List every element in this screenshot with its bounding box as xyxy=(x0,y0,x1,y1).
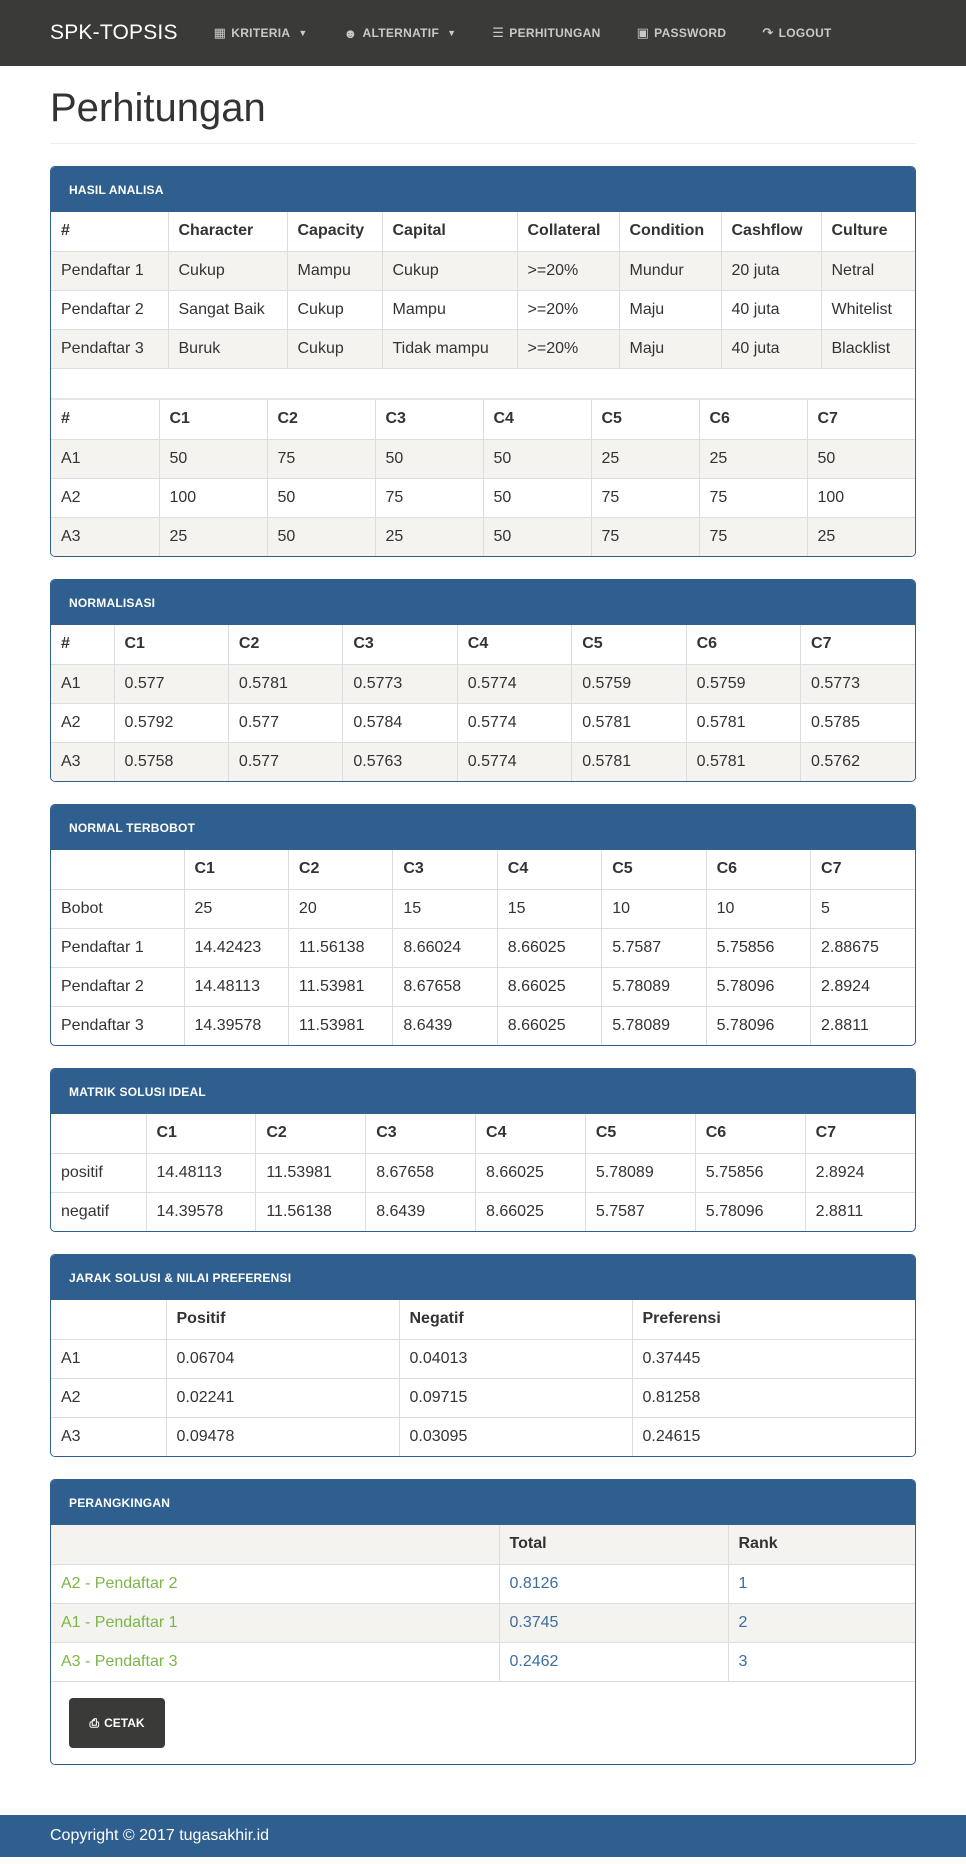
table-cell: Bobot xyxy=(51,889,184,928)
column-header: C4 xyxy=(483,400,591,439)
table-spacer xyxy=(51,368,915,400)
table-cell: Whitelist xyxy=(821,290,916,329)
table-cell: 2.8811 xyxy=(811,1006,915,1045)
table-row xyxy=(51,967,915,1006)
table-cell: 0.5759 xyxy=(572,664,686,703)
table-cell: 0.5758 xyxy=(114,742,228,781)
table-cell: 8.66025 xyxy=(497,928,601,967)
brand-link[interactable]: SPK-TOPSIS xyxy=(50,21,178,44)
table-row xyxy=(51,742,915,781)
table-cell: 0.5762 xyxy=(801,742,915,781)
table-cell: 0.577 xyxy=(228,742,342,781)
column-header: C5 xyxy=(572,625,686,664)
column-header: Negatif xyxy=(399,1300,632,1339)
column-header: C4 xyxy=(476,1114,586,1153)
table-cell: >=20% xyxy=(517,251,619,290)
table-cell: 2.88675 xyxy=(811,928,915,967)
table-cell: 50 xyxy=(267,478,375,517)
table-cell: Netral xyxy=(821,251,916,290)
normal-terbobot-table xyxy=(51,850,915,1045)
table-cell: 20 juta xyxy=(721,251,821,290)
table-cell: 50 xyxy=(159,439,267,478)
panel-normal-terbobot xyxy=(50,804,916,1046)
column-header: Capital xyxy=(382,212,517,251)
column-header: C5 xyxy=(602,850,706,889)
hasil-analisa-table xyxy=(51,212,916,368)
nav-logout-label: LOGOUT xyxy=(778,26,832,40)
table-row xyxy=(51,1339,915,1378)
table-cell: 14.42423 xyxy=(184,928,288,967)
column-header: C7 xyxy=(807,400,915,439)
column-header: Character xyxy=(168,212,287,251)
table-cell: 2.8924 xyxy=(805,1153,915,1192)
column-header: Capacity xyxy=(287,212,382,251)
matrik-solusi-ideal-table xyxy=(51,1114,915,1231)
table-cell: Maju xyxy=(619,329,721,368)
table-cell: 11.53981 xyxy=(288,967,392,1006)
table-header-row xyxy=(51,1300,915,1339)
column-header: Collateral xyxy=(517,212,619,251)
column-header: C2 xyxy=(256,1114,366,1153)
column-header xyxy=(51,1300,166,1339)
table-cell: Cukup xyxy=(168,251,287,290)
panel-perangkingan xyxy=(50,1479,916,1765)
column-header: C6 xyxy=(706,850,810,889)
column-header: Cashflow xyxy=(721,212,821,251)
table-cell: 10 xyxy=(706,889,810,928)
logout-icon: ↷ xyxy=(762,25,774,40)
nav-kriteria-label: KRITERIA xyxy=(231,26,291,40)
table-row xyxy=(51,1603,915,1642)
table-row xyxy=(51,1153,915,1192)
table-cell: 5.78089 xyxy=(602,967,706,1006)
table-cell: 0.5781 xyxy=(686,703,800,742)
column-header: Culture xyxy=(821,212,916,251)
panel-heading: PERANGKINGAN xyxy=(51,1480,915,1525)
table-cell: Pendaftar 1 xyxy=(51,928,184,967)
nav-password[interactable] xyxy=(637,25,727,41)
column-header: C7 xyxy=(801,625,915,664)
table-row xyxy=(51,1192,915,1231)
page-header xyxy=(50,66,916,144)
table-cell: 15 xyxy=(393,889,497,928)
footer xyxy=(0,1815,966,1857)
table-cell: 5.78089 xyxy=(585,1153,695,1192)
table-cell: 8.66025 xyxy=(476,1153,586,1192)
main-container xyxy=(50,66,916,1765)
alternative-name: A1 - Pendaftar 1 xyxy=(51,1603,499,1642)
table-cell: 50 xyxy=(483,517,591,556)
column-header: C7 xyxy=(811,850,915,889)
column-header: # xyxy=(61,410,70,428)
table-cell: 100 xyxy=(807,478,915,517)
table-cell: Pendaftar 3 xyxy=(51,329,168,368)
table-cell: 11.56138 xyxy=(288,928,392,967)
table-cell: 25 xyxy=(807,517,915,556)
nav-password-label: PASSWORD xyxy=(654,26,727,40)
table-cell: >=20% xyxy=(517,329,619,368)
column-header xyxy=(51,1525,499,1564)
table-cell: 8.6439 xyxy=(393,1006,497,1045)
table-cell: 14.39578 xyxy=(184,1006,288,1045)
table-row xyxy=(51,703,915,742)
table-row xyxy=(51,478,915,517)
table-cell: 0.09715 xyxy=(399,1378,632,1417)
nav-alternatif-label: ALTERNATIF xyxy=(362,26,440,40)
printer-icon: ⎙ xyxy=(89,1715,100,1730)
table-cell: 100 xyxy=(159,478,267,517)
nav-alternatif[interactable] xyxy=(344,26,457,41)
column-header: C3 xyxy=(375,400,483,439)
table-cell: 0.5781 xyxy=(572,703,686,742)
table-cell: 20 xyxy=(288,889,392,928)
panel-heading: NORMAL TERBOBOT xyxy=(51,805,915,850)
navbar xyxy=(0,0,966,66)
table-cell: Maju xyxy=(619,290,721,329)
column-header: C4 xyxy=(497,850,601,889)
table-row xyxy=(51,439,915,478)
table-cell: 75 xyxy=(375,478,483,517)
column-header: C2 xyxy=(267,400,375,439)
table-cell: 40 juta xyxy=(721,329,821,368)
table-row xyxy=(51,290,916,329)
table-row xyxy=(51,664,915,703)
table-cell: 11.53981 xyxy=(256,1153,366,1192)
table-row xyxy=(51,1378,915,1417)
table-header-row xyxy=(51,850,915,889)
table-cell: 75 xyxy=(591,478,699,517)
copyright-text: Copyright © 2017 tugasakhir.id xyxy=(50,1827,270,1844)
table-cell: >=20% xyxy=(517,290,619,329)
table-cell: negatif xyxy=(51,1192,146,1231)
table-row xyxy=(51,251,916,290)
page-title: Perhitungan xyxy=(50,86,266,130)
column-header: C3 xyxy=(366,1114,476,1153)
table-cell: A3 xyxy=(51,1417,166,1456)
table-cell: 8.6439 xyxy=(366,1192,476,1231)
table-cell: 11.53981 xyxy=(288,1006,392,1045)
table-cell: 0.03095 xyxy=(399,1417,632,1456)
table-cell: 0.5759 xyxy=(686,664,800,703)
total-value: 0.2462 xyxy=(499,1642,728,1681)
column-header xyxy=(51,1114,146,1153)
table-cell: Mampu xyxy=(382,290,517,329)
table-row xyxy=(51,517,915,556)
table-cell: 5.78096 xyxy=(706,967,810,1006)
table-header-row xyxy=(51,1114,915,1153)
table-cell: 0.5781 xyxy=(572,742,686,781)
nav-perhitungan[interactable] xyxy=(492,25,600,41)
table-cell: 0.5781 xyxy=(228,664,342,703)
panel-footer xyxy=(51,1681,915,1764)
table-cell: 0.5773 xyxy=(343,664,457,703)
table-cell: 0.5773 xyxy=(801,664,915,703)
table-cell: 5.75856 xyxy=(706,928,810,967)
alternative-name: A3 - Pendaftar 3 xyxy=(51,1642,499,1681)
table-cell: 0.5785 xyxy=(801,703,915,742)
panel-jarak-solusi xyxy=(50,1254,916,1457)
table-cell: 8.67658 xyxy=(393,967,497,1006)
caret-down-icon: ▼ xyxy=(447,28,457,38)
column-header: C2 xyxy=(288,850,392,889)
nav-kriteria[interactable] xyxy=(214,25,308,41)
table-cell: Sangat Baik xyxy=(168,290,287,329)
column-header: C6 xyxy=(686,625,800,664)
table-cell: 14.48113 xyxy=(184,967,288,1006)
table-cell: 25 xyxy=(184,889,288,928)
jarak-solusi-table xyxy=(51,1300,915,1456)
column-header: C5 xyxy=(585,1114,695,1153)
table-cell: 5.7587 xyxy=(585,1192,695,1231)
column-header: Condition xyxy=(619,212,721,251)
table-cell: 0.5781 xyxy=(686,742,800,781)
print-button[interactable] xyxy=(69,1698,165,1748)
column-header: # xyxy=(61,222,70,240)
nilai-kriteria-table xyxy=(51,400,915,556)
column-header: C3 xyxy=(393,850,497,889)
table-cell: 0.04013 xyxy=(399,1339,632,1378)
table-cell: 0.5774 xyxy=(457,703,571,742)
column-header: Rank xyxy=(728,1525,915,1564)
table-cell: 0.577 xyxy=(114,664,228,703)
table-cell: 5.78096 xyxy=(706,1006,810,1045)
table-cell: 2.8811 xyxy=(805,1192,915,1231)
panel-normalisasi xyxy=(50,579,916,782)
table-cell: 0.06704 xyxy=(166,1339,399,1378)
nav-perhitungan-label: PERHITUNGAN xyxy=(509,26,601,40)
column-header: C1 xyxy=(184,850,288,889)
panel-matrik-solusi-ideal xyxy=(50,1068,916,1232)
table-cell: 50 xyxy=(483,439,591,478)
table-cell: 0.5774 xyxy=(457,664,571,703)
table-cell: 0.5774 xyxy=(457,742,571,781)
table-cell: positif xyxy=(51,1153,146,1192)
table-cell: Cukup xyxy=(382,251,517,290)
table-cell: A1 xyxy=(51,664,114,703)
table-cell: 2.8924 xyxy=(811,967,915,1006)
table-cell: Mampu xyxy=(287,251,382,290)
table-cell: A2 xyxy=(51,1378,166,1417)
table-row xyxy=(51,1006,915,1045)
table-cell: 75 xyxy=(591,517,699,556)
table-cell: 25 xyxy=(699,439,807,478)
rank-value: 1 xyxy=(728,1564,915,1603)
table-cell: 0.24615 xyxy=(632,1417,915,1456)
lock-icon: ▣ xyxy=(636,25,650,40)
table-cell: 0.37445 xyxy=(632,1339,915,1378)
table-cell: Pendaftar 1 xyxy=(51,251,168,290)
table-cell: 11.56138 xyxy=(256,1192,366,1231)
table-cell: 50 xyxy=(807,439,915,478)
table-cell: Blacklist xyxy=(821,329,916,368)
table-cell: 8.66025 xyxy=(476,1192,586,1231)
rank-value: 2 xyxy=(728,1603,915,1642)
table-cell: A3 xyxy=(51,742,114,781)
table-cell: 14.39578 xyxy=(146,1192,256,1231)
panel-heading: MATRIK SOLUSI IDEAL xyxy=(51,1069,915,1114)
table-cell: 0.09478 xyxy=(166,1417,399,1456)
column-header: Total xyxy=(499,1525,728,1564)
perangkingan-table xyxy=(51,1525,915,1681)
table-cell: A1 xyxy=(51,439,159,478)
table-cell: 0.577 xyxy=(228,703,342,742)
table-cell: A1 xyxy=(51,1339,166,1378)
table-row xyxy=(51,1564,915,1603)
column-header: C1 xyxy=(114,625,228,664)
table-cell: 8.66025 xyxy=(497,1006,601,1045)
total-value: 0.8126 xyxy=(499,1564,728,1603)
table-cell: 15 xyxy=(497,889,601,928)
table-cell: 0.02241 xyxy=(166,1378,399,1417)
table-cell: 75 xyxy=(699,478,807,517)
table-cell: 5.78096 xyxy=(695,1192,805,1231)
table-cell: 25 xyxy=(375,517,483,556)
panel-hasil-analisa xyxy=(50,166,916,557)
column-header: C7 xyxy=(805,1114,915,1153)
table-cell: 5 xyxy=(811,889,915,928)
table-cell: 5.7587 xyxy=(602,928,706,967)
panel-heading: JARAK SOLUSI & NILAI PREFERENSI xyxy=(51,1255,915,1300)
column-header: C5 xyxy=(591,400,699,439)
table-header-row xyxy=(51,1525,915,1564)
panel-heading: NORMALISASI xyxy=(51,580,915,625)
user-icon: ☻ xyxy=(343,25,358,41)
table-header-row xyxy=(51,212,916,251)
table-cell: A2 xyxy=(51,703,114,742)
column-header: Preferensi xyxy=(632,1300,915,1339)
table-header-row xyxy=(51,625,915,664)
column-header: Positif xyxy=(166,1300,399,1339)
table-cell: 8.66024 xyxy=(393,928,497,967)
table-cell: 75 xyxy=(267,439,375,478)
table-row xyxy=(51,1417,915,1456)
column-header: C4 xyxy=(457,625,571,664)
table-cell: 8.66025 xyxy=(497,967,601,1006)
table-cell: Pendaftar 2 xyxy=(51,290,168,329)
table-cell: 0.5784 xyxy=(343,703,457,742)
table-cell: Pendaftar 3 xyxy=(51,1006,184,1045)
table-cell: 14.48113 xyxy=(146,1153,256,1192)
column-header: C3 xyxy=(343,625,457,664)
total-value: 0.3745 xyxy=(499,1603,728,1642)
table-cell: A2 xyxy=(51,478,159,517)
panel-heading: HASIL ANALISA xyxy=(51,167,915,212)
table-row xyxy=(51,928,915,967)
column-header xyxy=(51,850,184,889)
table-cell: Cukup xyxy=(287,329,382,368)
table-cell: 10 xyxy=(602,889,706,928)
table-cell: 50 xyxy=(375,439,483,478)
table-cell: 75 xyxy=(699,517,807,556)
table-cell: 5.78089 xyxy=(602,1006,706,1045)
table-row xyxy=(51,889,915,928)
table-cell: 40 juta xyxy=(721,290,821,329)
column-header: C6 xyxy=(695,1114,805,1153)
table-cell: Cukup xyxy=(287,290,382,329)
rank-value: 3 xyxy=(728,1642,915,1681)
column-header: C2 xyxy=(228,625,342,664)
nav-logout[interactable] xyxy=(762,25,831,41)
table-row xyxy=(51,329,916,368)
table-cell: 50 xyxy=(267,517,375,556)
table-header-row xyxy=(51,400,915,439)
table-cell: 5.75856 xyxy=(695,1153,805,1192)
table-cell: 0.81258 xyxy=(632,1378,915,1417)
table-cell: Tidak mampu xyxy=(382,329,517,368)
table-row xyxy=(51,1642,915,1681)
column-header: # xyxy=(61,635,70,653)
table-cell: Buruk xyxy=(168,329,287,368)
column-header: C1 xyxy=(146,1114,256,1153)
table-cell: 0.5792 xyxy=(114,703,228,742)
column-header: C1 xyxy=(159,400,267,439)
column-header: C6 xyxy=(699,400,807,439)
list-icon: ☰ xyxy=(492,25,505,40)
table-cell: 50 xyxy=(483,478,591,517)
table-cell: A3 xyxy=(51,517,159,556)
normalisasi-table xyxy=(51,625,915,781)
table-cell: 8.67658 xyxy=(366,1153,476,1192)
table-cell: Pendaftar 2 xyxy=(51,967,184,1006)
table-cell: 25 xyxy=(159,517,267,556)
table-cell: Mundur xyxy=(619,251,721,290)
alternative-name: A2 - Pendaftar 2 xyxy=(51,1564,499,1603)
caret-down-icon: ▼ xyxy=(298,28,308,38)
grid-icon: ▦ xyxy=(213,25,227,40)
table-cell: 0.5763 xyxy=(343,742,457,781)
table-cell: 25 xyxy=(591,439,699,478)
print-button-label: CETAK xyxy=(104,1716,145,1730)
